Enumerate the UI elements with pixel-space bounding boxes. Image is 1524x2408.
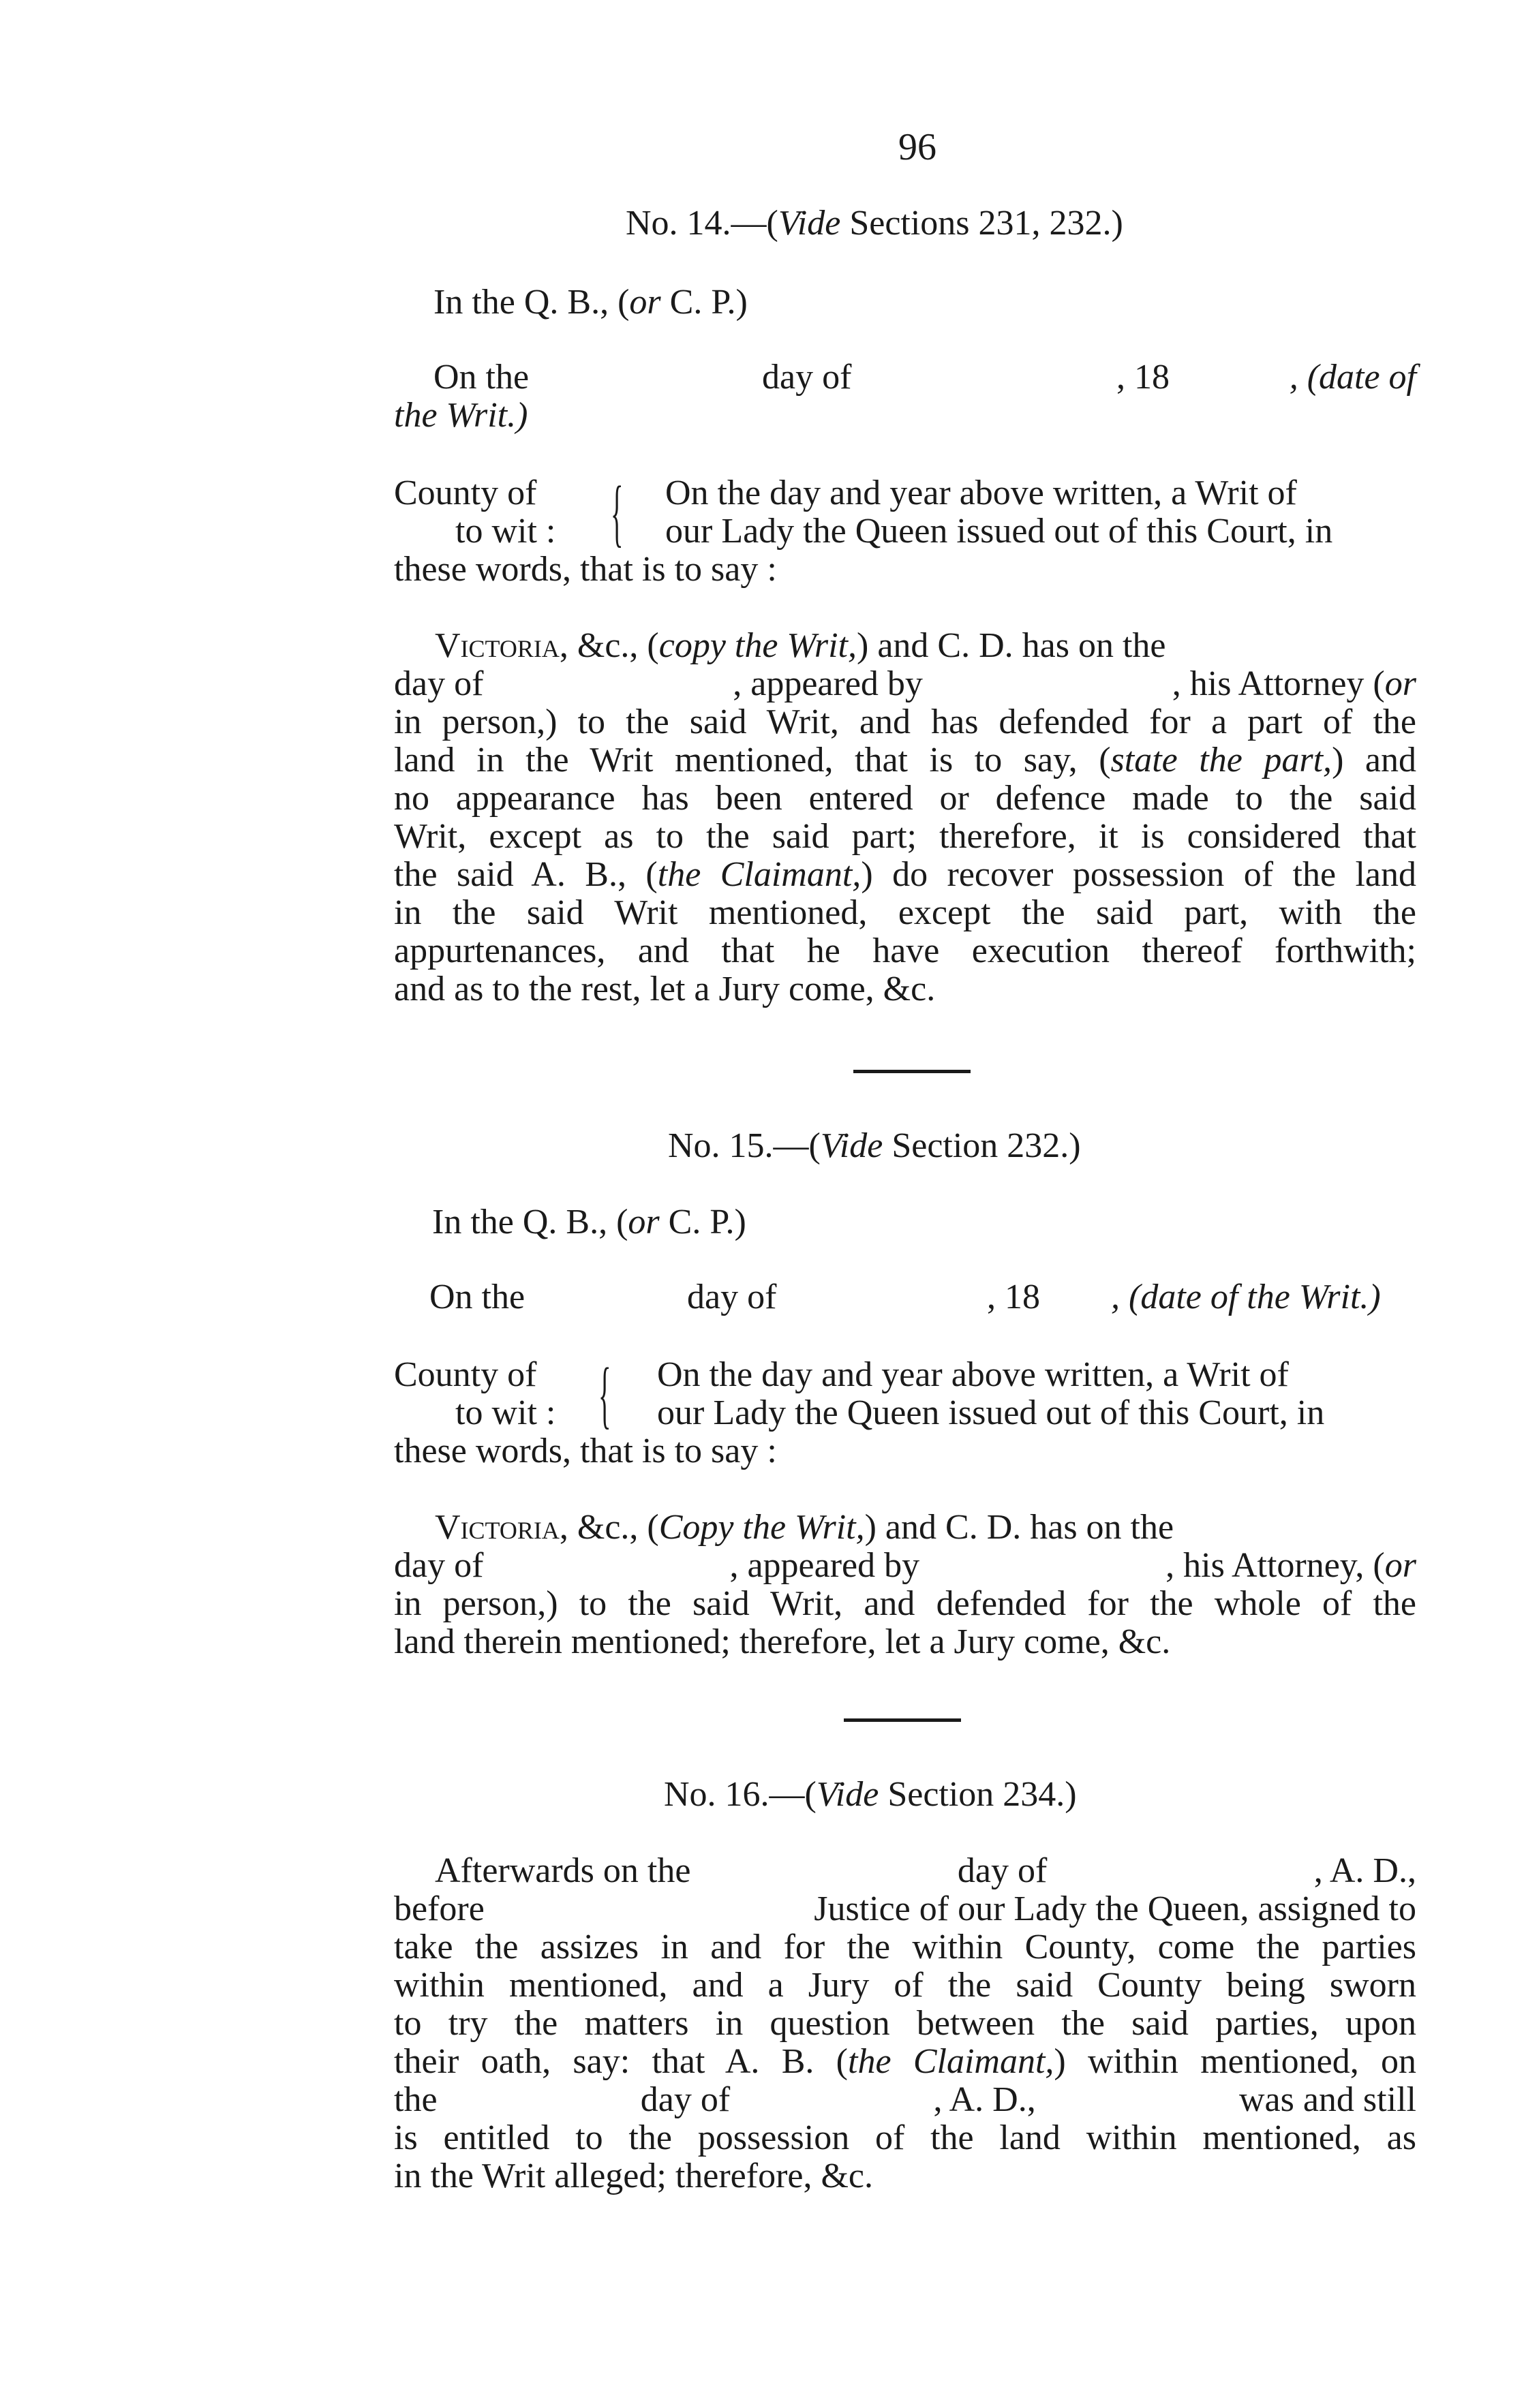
form-15-venue-line-3: these words, that is to say :	[394, 1432, 777, 1470]
body-text-segment: land in the Writ mentioned, that is to say, (state the part,) and	[394, 741, 1417, 779]
body-text-segment: day of	[394, 1546, 484, 1585]
body-text-segment: in the Writ alleged; therefore, &c.	[394, 2157, 873, 2195]
county-of-label: County of	[394, 474, 537, 512]
body-text-segment: Victoria, &c., (copy the Writ,) and C. D. has on the	[435, 626, 1166, 665]
form-14-body	[394, 627, 1416, 1008]
body-line	[394, 703, 1416, 741]
body-line	[394, 2157, 1416, 2195]
form-16-body	[394, 1852, 1416, 2195]
body-text-segment: before	[394, 1889, 485, 1928]
body-text-segment: Afterwards on the	[435, 1851, 691, 1890]
body-text-segment: Writ, except as to the said part; therefore, it is considered that	[394, 817, 1416, 856]
body-text-segment: appurtenances, and that he have execution thereof forthwith;	[394, 931, 1416, 970]
date-day-of: day of	[762, 358, 852, 397]
body-text-segment: , his Attorney, (or	[1165, 1546, 1416, 1585]
form-15-court: In the Q. B., (or C. P.)	[432, 1203, 746, 1241]
body-text-segment: no appearance has been entered or defence made to the said	[394, 779, 1416, 818]
body-line	[394, 2005, 1416, 2043]
body-text-segment: day of	[640, 2080, 731, 2119]
body-line	[394, 1623, 1416, 1661]
body-line	[394, 932, 1416, 970]
section-divider	[844, 1718, 961, 1722]
body-line	[394, 894, 1416, 932]
form-14-court: In the Q. B., (or C. P.)	[433, 283, 748, 322]
section-divider	[853, 1070, 971, 1073]
form-15-body	[394, 1509, 1416, 1661]
body-text-segment: in the said Writ mentioned, except the said part, with the	[394, 893, 1416, 932]
form-15-date-line	[394, 1278, 1416, 1316]
to-wit-label: to wit :	[455, 512, 556, 551]
form-16-heading: No. 16.—(Vide Section 234.)	[664, 1775, 1077, 1814]
venue-line-2: our Lady the Queen issued out of this Court, in	[657, 1393, 1325, 1432]
body-text-segment: Victoria, &c., (Copy the Writ,) and C. D. has on the	[435, 1508, 1174, 1547]
body-text-segment: land therein mentioned; therefore, let a Jury come, &c.	[394, 1622, 1171, 1661]
body-text-segment: day of	[394, 664, 484, 703]
body-line	[394, 1928, 1416, 1966]
date-year: , 18	[1116, 358, 1170, 397]
date-year: , 18	[987, 1278, 1040, 1316]
form-15-heading: No. 15.—(Vide Section 232.)	[668, 1126, 1081, 1165]
body-text-segment: , A. D.,	[1313, 1851, 1416, 1890]
form-14-date-line	[394, 358, 1416, 435]
date-on-the: On the	[429, 1278, 525, 1316]
body-text-segment: , his Attorney (or	[1172, 664, 1416, 703]
body-text-segment: take the assizes in and for the within County, come the parties	[394, 1928, 1416, 1966]
body-text-segment: to try the matters in question between the said parties, upon	[394, 2004, 1416, 2043]
venue-line-2: our Lady the Queen issued out of this Court, in	[665, 512, 1333, 551]
venue-line-1: On the day and year above written, a Writ of	[657, 1355, 1289, 1394]
page-number: 96	[898, 126, 936, 168]
body-text-segment: in person,) to the said Writ, and defended for the whole of the	[394, 1584, 1416, 1623]
body-line	[394, 1585, 1416, 1623]
body-line	[394, 856, 1416, 894]
venue-line-1: On the day and year above written, a Writ of	[665, 474, 1297, 512]
body-text-segment: their oath, say: that A. B. (the Claimant,) within mentioned, on	[394, 2042, 1416, 2081]
body-text-segment: in person,) to the said Writ, and has defended for a part of the	[394, 703, 1416, 741]
body-line	[394, 1509, 1416, 1547]
body-line	[394, 2119, 1416, 2157]
date-of-writ-cont: the Writ.)	[394, 396, 528, 435]
body-line	[394, 1966, 1416, 2005]
body-text-segment: the	[394, 2080, 438, 2119]
county-of-label: County of	[394, 1355, 537, 1394]
brace-glyph: {	[611, 471, 624, 554]
body-line	[394, 627, 1416, 665]
brace-glyph: {	[598, 1353, 611, 1436]
body-line	[394, 741, 1416, 779]
date-on-the: On the	[433, 358, 530, 397]
body-text-segment: was and still	[1238, 2080, 1416, 2119]
form-14-venue-line-3: these words, that is to say :	[394, 550, 777, 589]
body-text-segment: within mentioned, and a Jury of the said County being sworn	[394, 1966, 1416, 2005]
body-text-segment: and as to the rest, let a Jury come, &c.	[394, 970, 936, 1008]
body-line	[394, 1890, 1416, 1928]
body-line	[394, 818, 1416, 856]
body-line	[394, 779, 1416, 818]
body-text-segment: is entitled to the possession of the land within mentioned, as	[394, 2118, 1416, 2157]
body-line	[394, 1852, 1416, 1890]
body-line	[394, 665, 1416, 703]
date-of-writ: , (date of the Writ.)	[1111, 1278, 1381, 1316]
body-line	[394, 1547, 1416, 1585]
form-15-venue	[394, 1353, 1416, 1436]
body-text-segment: Justice of our Lady the Queen, assigned to	[814, 1889, 1416, 1928]
form-14-venue	[394, 471, 1416, 554]
body-text-segment: , appeared by	[729, 1546, 920, 1585]
body-line	[394, 970, 1416, 1008]
body-text-segment: , A. D.,	[933, 2080, 1036, 2119]
body-line	[394, 2043, 1416, 2081]
form-14-heading: No. 14.—(Vide Sections 231, 232.)	[626, 204, 1123, 243]
body-text-segment: the said A. B., (the Claimant,) do recover possession of the land	[394, 855, 1416, 894]
body-text-segment: day of	[957, 1851, 1048, 1890]
to-wit-label: to wit :	[455, 1393, 556, 1432]
date-of-writ: , (date of	[1289, 358, 1416, 397]
date-day-of: day of	[687, 1278, 777, 1316]
body-text-segment: , appeared by	[733, 664, 923, 703]
body-line	[394, 2081, 1416, 2119]
